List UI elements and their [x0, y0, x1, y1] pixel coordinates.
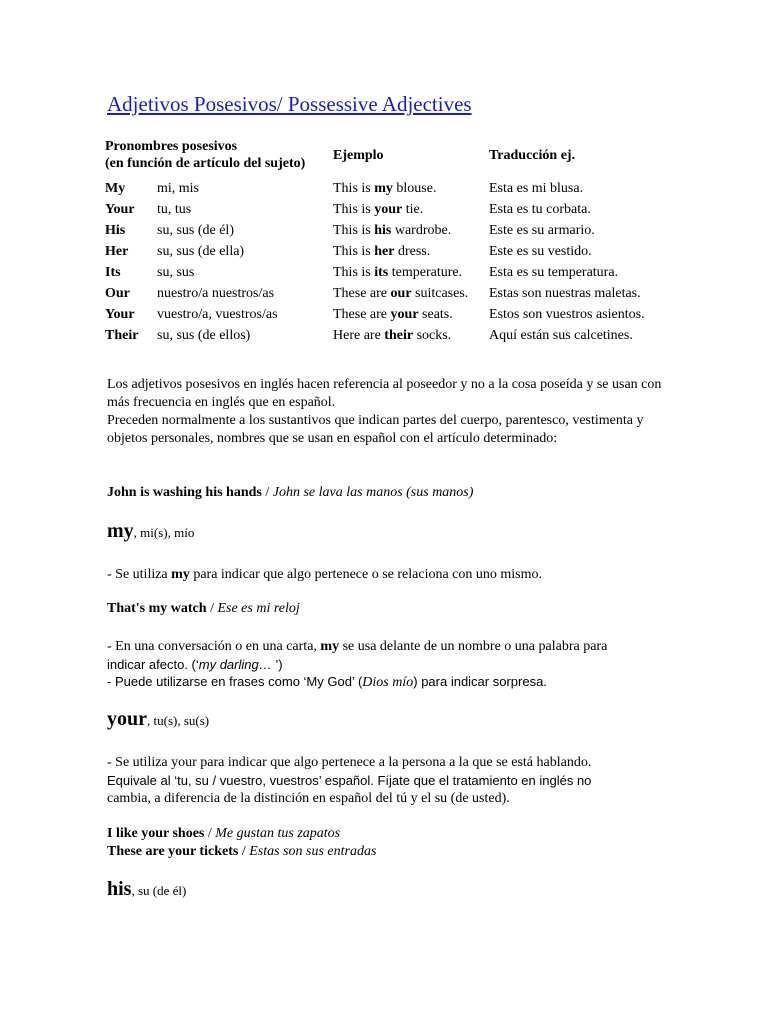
- my-example-es: Ese es mi reloj: [217, 601, 300, 616]
- my-note-1-line2: [107, 656, 667, 674]
- example-cell: [330, 178, 486, 199]
- table-row: [102, 304, 672, 325]
- your-example-1-es: Me gustan tus zapatos: [215, 826, 341, 841]
- your-example-1-en: I like your shoes: [107, 826, 205, 841]
- your-usage-line3: cambia, a diferencia de la distinción en español del tú y el su (de usted).: [107, 791, 510, 806]
- spanish-cell: vuestro/a, vuestros/as: [157, 307, 278, 322]
- my-note-1: [107, 638, 667, 656]
- example-key: her: [374, 244, 395, 259]
- example-cell: [330, 325, 486, 346]
- header-pronouns-line1: Pronombres posesivos: [105, 139, 238, 154]
- example-cell: [330, 220, 486, 241]
- example-cell: [330, 304, 486, 325]
- my-example-en: That's my watch: [107, 601, 207, 616]
- heading-my-meaning: , mi(s), mío: [133, 525, 195, 540]
- heading-his-word: his: [107, 878, 132, 900]
- header-translation: Traducción ej.: [489, 147, 576, 163]
- header-pronouns: [102, 136, 330, 178]
- intro-paragraph-1: Los adjetivos posesivos en inglés hacen referencia al poseedor y no a la cosa poseída y se usan con más frecuencia en inglés que en español.: [107, 377, 662, 410]
- example-key: its: [374, 265, 389, 280]
- example-key: your: [374, 202, 403, 217]
- my-note-1-key: my: [320, 639, 340, 654]
- pronoun-cell: Your: [105, 307, 135, 322]
- translation-cell: Este es su armario.: [489, 223, 595, 238]
- pronoun-cell: Your: [105, 202, 135, 217]
- your-example-2-en: These are your tickets: [107, 844, 239, 859]
- table-body: [102, 178, 672, 346]
- example-post: wardrobe.: [391, 223, 452, 238]
- heading-your-word: your: [107, 708, 147, 730]
- pronoun-cell: Our: [105, 286, 130, 301]
- example-john-en: John is washing his hands: [107, 485, 262, 500]
- example-post: temperature.: [388, 265, 463, 280]
- your-example-2-es: Estas son sus entradas: [249, 844, 377, 859]
- example-john-sep: /: [261, 485, 273, 500]
- my-note-2-pre: - Puede utilizarse en frases como ‘My God’ (: [107, 674, 363, 689]
- table-header-row: [102, 136, 672, 178]
- header-example: Ejemplo: [333, 147, 384, 163]
- example-cell: [330, 241, 486, 262]
- my-note-2-post: ) para indicar sorpresa.: [413, 674, 547, 689]
- spanish-cell: nuestro/a nuestros/as: [157, 286, 275, 301]
- your-example-1: [107, 825, 667, 843]
- heading-his-meaning: , su (de él): [131, 883, 187, 898]
- spanish-cell: su, sus (de ella): [157, 244, 245, 259]
- example-john-es: John se lava las manos (sus manos): [272, 485, 474, 500]
- table-row: [102, 178, 672, 199]
- page-title: Adjetivos Posesivos/ Possessive Adjectives: [107, 92, 472, 116]
- example-cell: [330, 199, 486, 220]
- example-post: suitcases.: [411, 286, 469, 301]
- table-row: [102, 325, 672, 346]
- example-cell: [330, 283, 486, 304]
- example-pre: This is: [333, 223, 375, 238]
- my-usage: [107, 566, 667, 584]
- example-key: my: [374, 181, 393, 196]
- my-note-1-line2-italic: my darling…: [198, 657, 276, 672]
- example-key: our: [390, 286, 412, 301]
- translation-cell: Estas son nuestras maletas.: [489, 286, 641, 301]
- my-usage-post: para indicar que algo pertenece o se relaciona con uno mismo.: [189, 567, 543, 582]
- heading-your-meaning: , tu(s), su(s): [147, 713, 210, 728]
- translation-cell: Aquí están sus calcetines.: [489, 328, 633, 343]
- table-row: [102, 199, 672, 220]
- my-example: [107, 600, 667, 618]
- spanish-cell: su, sus: [157, 265, 195, 280]
- my-usage-pre: - Se utiliza: [107, 567, 172, 582]
- translation-cell: Esta es mi blusa.: [489, 181, 584, 196]
- example-pre: This is: [333, 265, 375, 280]
- example-post: tie.: [402, 202, 424, 217]
- example-post: seats.: [418, 307, 453, 322]
- my-note-1-pre: - En una conversación o en una carta,: [107, 639, 321, 654]
- example-pre: This is: [333, 181, 375, 196]
- example-key: their: [384, 328, 414, 343]
- my-note-2-italic: Dios mío: [362, 675, 414, 690]
- example-pre: This is: [333, 202, 375, 217]
- spanish-cell: mi, mis: [157, 181, 200, 196]
- pronoun-cell: His: [105, 223, 126, 238]
- example-pre: This is: [333, 244, 375, 259]
- example-post: blouse.: [392, 181, 437, 196]
- pronoun-cell: My: [105, 181, 126, 196]
- pronoun-cell: Their: [105, 328, 139, 343]
- example-cell: [330, 262, 486, 283]
- example-pre: These are: [333, 307, 391, 322]
- pronoun-cell: Her: [105, 244, 129, 259]
- possessive-table: [102, 136, 672, 346]
- your-example-1-sep: /: [204, 826, 216, 841]
- my-note-1-line2-pre: indicar afecto. (‘: [107, 657, 199, 672]
- your-usage-line2: Equivale al ‘tu, su / vuestro, vuestros’ español. Fíjate que el tratamiento en inglés no: [107, 773, 592, 788]
- my-example-sep: /: [206, 601, 218, 616]
- example-john: [107, 484, 667, 502]
- your-usage-line1: - Se utiliza your para indicar que algo pertenece a la persona a la que se está hablando.: [107, 755, 592, 770]
- translation-cell: Estos son vuestros asientos.: [489, 307, 645, 322]
- example-pre: These are: [333, 286, 391, 301]
- example-post: dress.: [394, 244, 431, 259]
- example-post: socks.: [413, 328, 452, 343]
- table-row: [102, 220, 672, 241]
- table-row: [102, 241, 672, 262]
- intro-paragraph-2: Preceden normalmente a los sustantivos que indican partes del cuerpo, parentesco, vestimenta y objetos personales, nombres que se usan en español con el artículo determinado:: [107, 413, 644, 446]
- translation-cell: Esta es tu corbata.: [489, 202, 591, 217]
- heading-my: [107, 522, 667, 543]
- pronoun-cell: Its: [105, 265, 121, 280]
- header-pronouns-line2: (en función de artículo del sujeto): [105, 156, 306, 171]
- heading-my-word: my: [107, 520, 134, 542]
- example-key: your: [390, 307, 419, 322]
- your-example-2-sep: /: [238, 844, 250, 859]
- my-note-2: [107, 673, 667, 692]
- spanish-cell: tu, tus: [157, 202, 192, 217]
- example-key: his: [374, 223, 392, 238]
- my-usage-key: my: [171, 567, 190, 582]
- heading-your: [107, 710, 667, 731]
- spanish-cell: su, sus (de él): [157, 223, 234, 238]
- translation-cell: Este es su vestido.: [489, 244, 592, 259]
- example-pre: Here are: [333, 328, 385, 343]
- my-note-1-line2-post: ’): [275, 657, 283, 672]
- translation-cell: Esta es su temperatura.: [489, 265, 619, 280]
- table-row: [102, 283, 672, 304]
- my-note-1-post: se usa delante de un nombre o una palabra para: [339, 639, 608, 654]
- table-row: [102, 262, 672, 283]
- heading-his: [107, 880, 667, 901]
- spanish-cell: su, sus (de ellos): [157, 328, 251, 343]
- your-example-2: [107, 843, 667, 861]
